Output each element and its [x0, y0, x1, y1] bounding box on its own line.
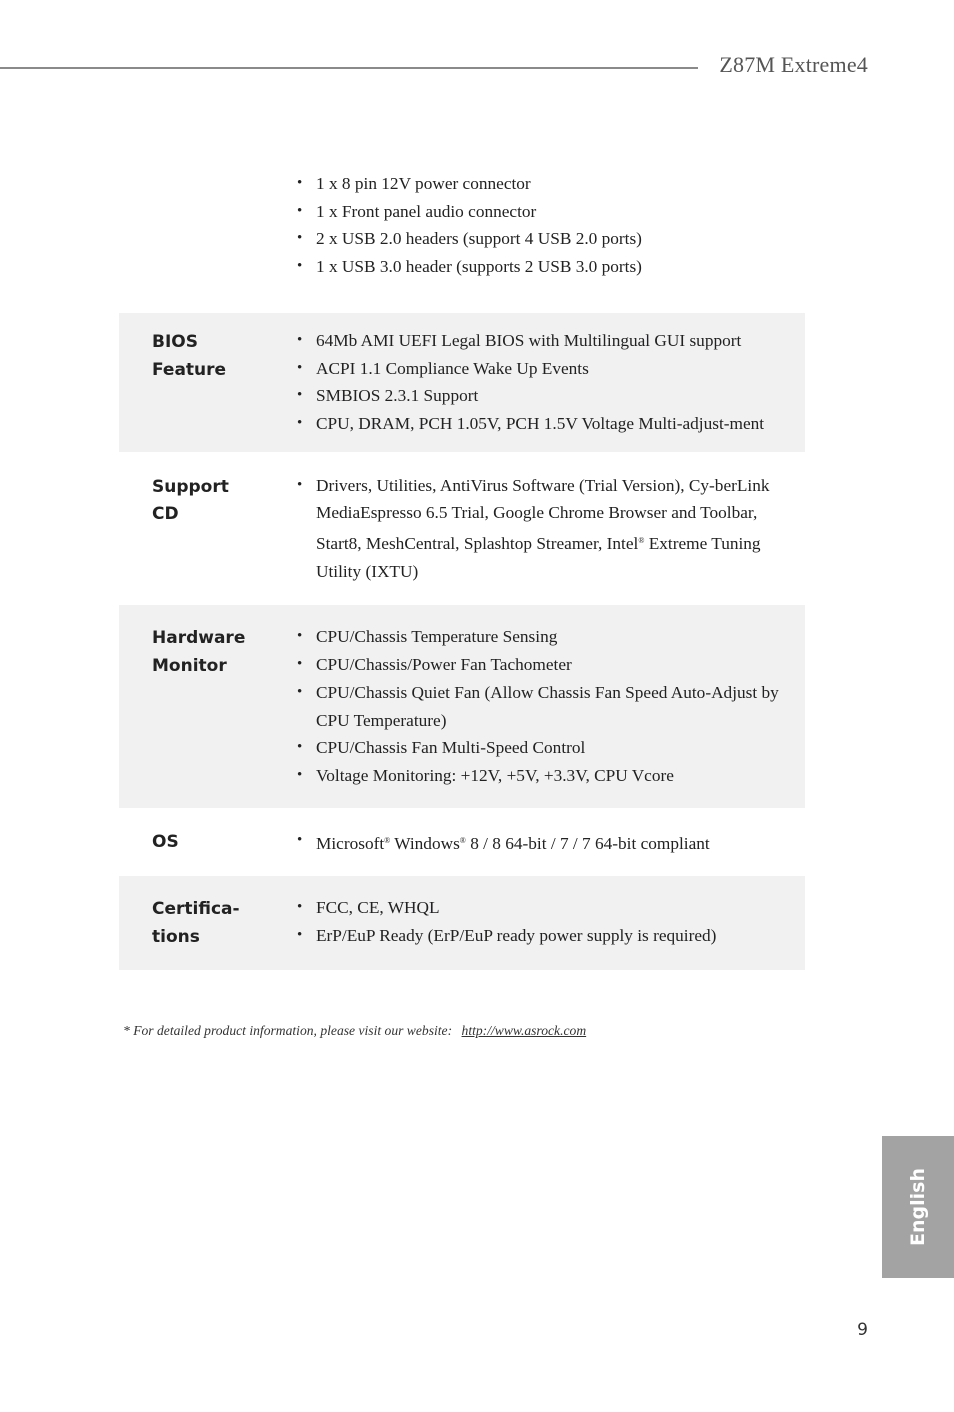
certifications-list [294, 894, 805, 951]
list-item: • 1 x 8 pin 12V power connector [294, 170, 805, 198]
list-item: • CPU/Chassis Quiet Fan (Allow Chassis Fan Speed Auto-Adjust by CPU Temperature) [294, 679, 805, 734]
os-text: 8 / 8 64-bit / 7 / 7 64-bit compliant [465, 833, 710, 853]
spec-row-support-cd [119, 452, 805, 606]
list-item: • FCC, CE, WHQL [294, 894, 805, 922]
os-list [294, 827, 805, 858]
footnote [123, 1023, 586, 1039]
list-item [294, 472, 805, 586]
support-cd-text: Drivers, Utilities, AntiVirus Software (Trial Version), Cy-berLink MediaEspresso 6.5 Trial, Google Chrome Browser and Toolbar, Start8, MeshCentral, Splashtop Streamer, Intel [316, 475, 770, 554]
language-tab [882, 1136, 954, 1278]
list-item: • CPU/Chassis Temperature Sensing [294, 623, 805, 651]
header-title: Z87M Extreme4 [719, 52, 868, 77]
spec-row-certifications [119, 876, 805, 969]
list-item: • SMBIOS 2.3.1 Support [294, 382, 805, 410]
spec-label-support-cd [119, 472, 294, 586]
support-cd-list [294, 472, 805, 586]
label-line: Support [152, 476, 229, 497]
registered-mark: ® [638, 536, 645, 546]
label-line: tions [152, 927, 200, 948]
spec-label-bios [119, 327, 294, 438]
website-link[interactable]: http://www.asrock.com [461, 1023, 587, 1038]
spec-row-hardware-monitor [119, 605, 805, 807]
list-item: • CPU/Chassis/Power Fan Tachometer [294, 651, 805, 679]
language-tab-label: English [907, 1168, 929, 1246]
label-line: CD [152, 504, 179, 525]
header-rule [0, 67, 698, 69]
spec-row-os [119, 808, 805, 877]
label-line: Monitor [152, 656, 227, 677]
label-line: OS [152, 831, 179, 852]
os-text: Microsoft [316, 833, 385, 853]
spec-table [119, 170, 805, 970]
label-line: BIOS [152, 331, 198, 352]
connectors-list [294, 170, 805, 281]
label-line: Feature [152, 359, 227, 380]
os-text: Windows [390, 833, 460, 853]
spec-label-empty [119, 170, 294, 281]
page-number: 9 [857, 1320, 868, 1340]
spec-label-os [119, 827, 294, 858]
spec-row-bios [119, 313, 805, 452]
bios-list [294, 327, 805, 438]
list-item: • 1 x Front panel audio connector [294, 198, 805, 226]
list-item: • 1 x USB 3.0 header (supports 2 USB 3.0 ports) [294, 253, 805, 281]
footnote-text: * For detailed product information, please visit our website: [123, 1023, 453, 1038]
list-item: • CPU, DRAM, PCH 1.05V, PCH 1.5V Voltage Multi-adjust-ment [294, 410, 805, 438]
list-item: • ErP/EuP Ready (ErP/EuP ready power supply is required) [294, 922, 805, 950]
support-cd-text-end: Extreme Tuning Utility (IXTU) [316, 534, 761, 581]
list-item: • 64Mb AMI UEFI Legal BIOS with Multilingual GUI support [294, 327, 805, 355]
list-item: • Voltage Monitoring: +12V, +5V, +3.3V, CPU Vcore [294, 762, 805, 790]
list-item: • CPU/Chassis Fan Multi-Speed Control [294, 734, 805, 762]
list-item [294, 827, 805, 858]
spec-label-certifications [119, 894, 294, 951]
label-line: Certifica- [152, 899, 240, 920]
spec-row-connectors [119, 170, 805, 295]
hardware-monitor-list [294, 623, 805, 789]
spec-label-hardware-monitor [119, 623, 294, 789]
registered-mark: ® [459, 835, 466, 845]
registered-mark: ® [384, 835, 391, 845]
list-item: • 2 x USB 2.0 headers (support 4 USB 2.0 ports) [294, 225, 805, 253]
list-item: • ACPI 1.1 Compliance Wake Up Events [294, 355, 805, 383]
label-line: Hardware [152, 628, 246, 649]
